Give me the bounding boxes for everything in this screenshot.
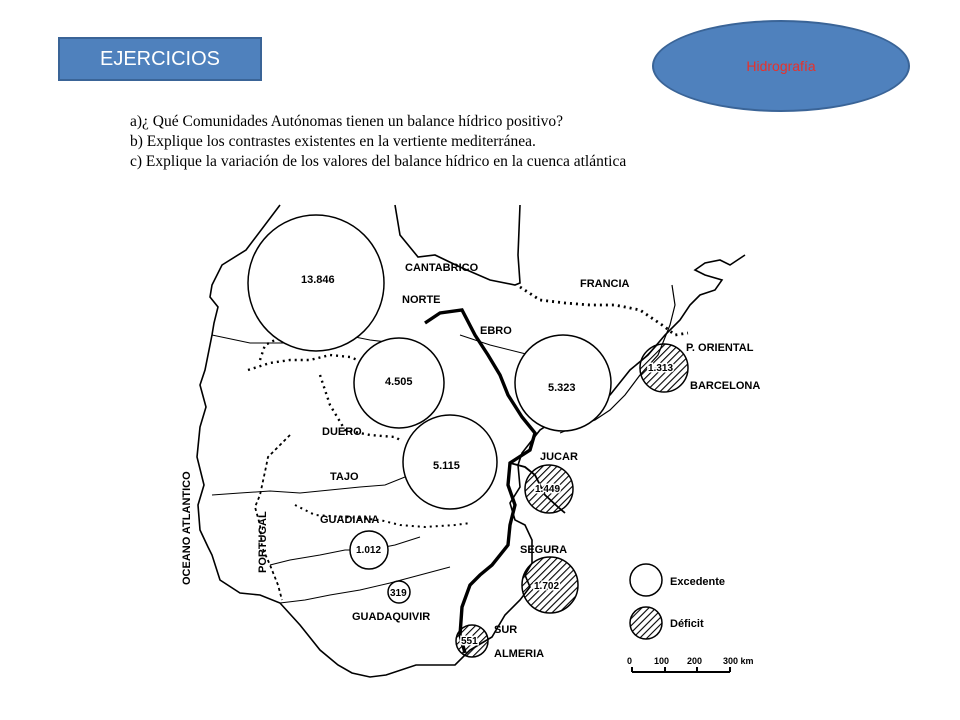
tajo-label: TAJO	[330, 471, 359, 483]
questions-list	[130, 112, 810, 172]
francia-label: FRANCIA	[580, 278, 630, 290]
scale-bar	[627, 656, 754, 672]
duero-label: DUERO	[322, 426, 362, 438]
hidrografia-badge[interactable]: Hidrografía	[652, 20, 910, 112]
excedente-legend-symbol	[630, 564, 662, 596]
ebro-value: 5.323	[548, 382, 576, 394]
question-a: a)¿ Qué Comunidades Autónomas tienen un balance hídrico positivo?	[130, 113, 564, 130]
cantabrico-label: CANTABRICO	[405, 262, 479, 274]
scale-100: 100	[654, 656, 670, 666]
france-border	[520, 287, 688, 335]
norte-label: NORTE	[402, 294, 441, 306]
sur-value: 551	[461, 636, 478, 647]
hydrographic-basins-map	[170, 195, 780, 685]
scale-0: 0	[627, 656, 633, 666]
barcelona-label: BARCELONA	[690, 380, 761, 392]
guadaquivir-label: GUADAQUIVIR	[352, 611, 431, 623]
question-b: b) Explique los contrastes existentes en la vertiente mediterránea.	[130, 133, 536, 150]
oceano-atlantico-label: OCEANO ATLANTICO	[181, 471, 193, 585]
norte-value: 13.846	[301, 274, 335, 286]
jucar-value: 1.449	[535, 484, 561, 495]
tajo-value: 5.115	[433, 460, 460, 472]
guadalquivir-value: 319	[390, 588, 407, 599]
guadalquivir-river	[280, 567, 450, 603]
p-oriental-value: 1.313	[648, 363, 674, 374]
ebro-label: EBRO	[480, 325, 512, 337]
question-c: c) Explique la variación de los valores del balance hídrico en la cuenca atlántica	[130, 153, 627, 170]
scale-300: 300 km	[723, 656, 754, 666]
scale-200: 200	[687, 656, 703, 666]
tajo-river	[212, 475, 410, 495]
p-oriental-label: P. ORIENTAL	[686, 342, 754, 354]
deficit-legend-label: Déficit	[670, 618, 704, 630]
ejercicios-button[interactable]: EJERCICIOS	[58, 37, 262, 81]
segura-value: 1.702	[534, 581, 560, 592]
jucar-label: JUCAR	[540, 451, 578, 463]
almeria-label: ALMERIA	[494, 648, 545, 660]
guadiana-river	[270, 537, 420, 565]
deficit-legend-symbol	[630, 607, 662, 639]
segura-label: SEGURA	[520, 544, 568, 556]
duero-value: 4.505	[385, 376, 413, 388]
guadiana-label: GUADIANA	[320, 514, 380, 526]
guadiana-value: 1.012	[356, 545, 382, 556]
excedente-legend-label: Excedente	[670, 576, 726, 588]
portugal-label: PORTUGAL	[257, 511, 269, 573]
sur-label: SUR	[494, 624, 518, 636]
